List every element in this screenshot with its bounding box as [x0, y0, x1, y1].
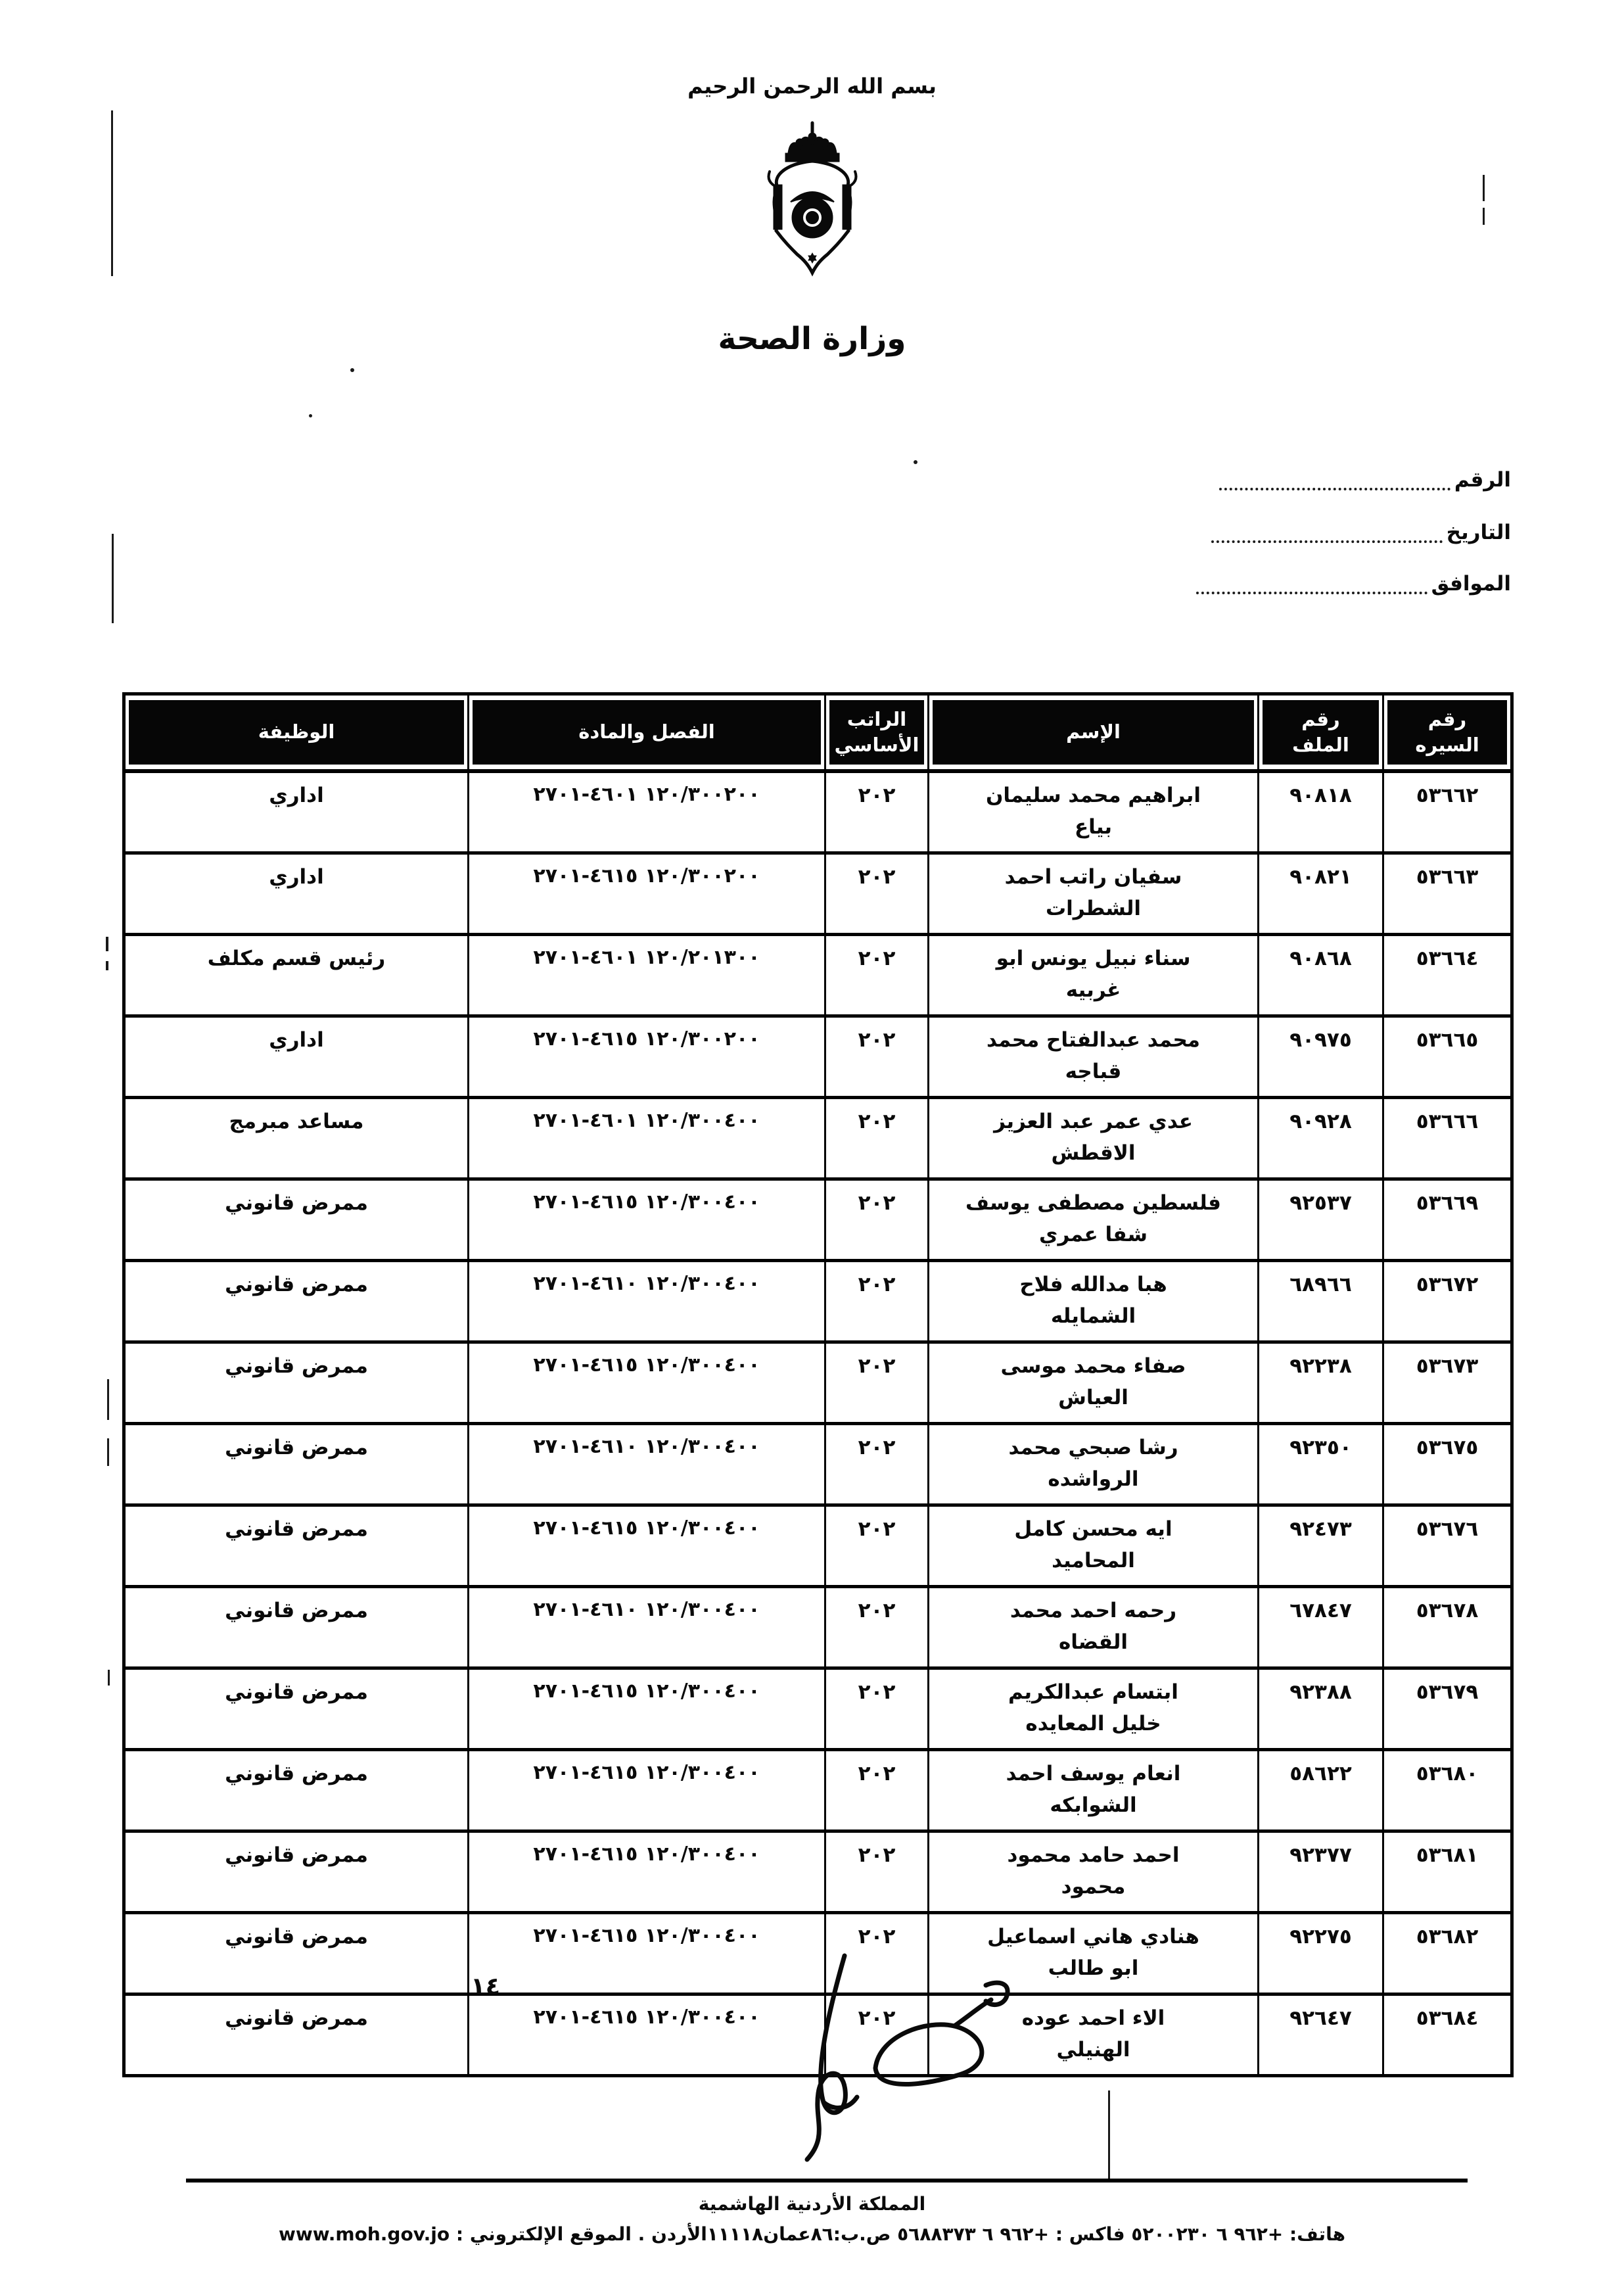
- cell-job-title: اداري: [124, 853, 469, 935]
- cell-employee-name: فلسطين مصطفى يوسف شفا عمري: [929, 1179, 1259, 1261]
- cell-serial-number: ٥٣٦٧٣: [1383, 1342, 1512, 1424]
- scan-artifact: [350, 368, 354, 372]
- cell-chapter-article: ١٢٠/٣٠٠٢٠٠ ٤٦١٥-٢٧٠١: [469, 853, 825, 935]
- field-date-blank: [1211, 521, 1443, 543]
- cell-basic-salary: ٢٠٢: [825, 1668, 929, 1750]
- cell-chapter-article: ١٢٠/٣٠٠٤٠٠ ٤٦١٥-٢٧٠١: [469, 1994, 825, 2076]
- cell-file-number: ٥٨٦٢٢: [1259, 1750, 1383, 1831]
- cell-basic-salary: ٢٠٢: [825, 1994, 929, 2076]
- cell-employee-name: الاء احمد عوده الهنيلي: [929, 1994, 1259, 2076]
- cell-employee-name: انعام يوسف احمد الشوابكه: [929, 1750, 1259, 1831]
- cell-chapter-article: ١٢٠/٣٠٠٤٠٠ ٤٦١٥-٢٧٠١: [469, 1342, 825, 1424]
- cell-serial-number: ٥٣٦٦٢: [1383, 771, 1512, 853]
- cell-chapter-article: ١٢٠/٣٠٠٤٠٠ ٤٦١٠-٢٧٠١: [469, 1587, 825, 1668]
- scan-artifact: [107, 1379, 109, 1420]
- cell-chapter-article: ١٢٠/٢٠١٣٠٠ ٤٦٠١-٢٧٠١: [469, 935, 825, 1016]
- cell-job-title: ممرض قانوني: [124, 1424, 469, 1505]
- field-number-label: الرقم: [1454, 468, 1511, 492]
- cell-employee-name: ابراهيم محمد سليمان بياع: [929, 771, 1259, 853]
- cell-employee-name: صفاء محمد موسى العياش: [929, 1342, 1259, 1424]
- cell-basic-salary: ٢٠٢: [825, 853, 929, 935]
- cell-serial-number: ٥٣٦٨٢: [1383, 1913, 1512, 1994]
- field-date-label: التاريخ: [1446, 521, 1511, 544]
- cell-job-title: ممرض قانوني: [124, 1913, 469, 1994]
- cell-chapter-article: ١٢٠/٣٠٠٢٠٠ ٤٦٠١-٢٧٠١: [469, 771, 825, 853]
- cell-basic-salary: ٢٠٢: [825, 1587, 929, 1668]
- footer-contact-info: هاتف: +٩٦٢ ٦ ٥٢٠٠٢٣٠ فاكس : +٩٦٢ ٦ ٥٦٨٨٣٧٣ ص.ب:٨٦عمان١١١١٨الأردن . الموقع الإلكتروني : www.moh.gov.jo: [278, 2223, 1345, 2245]
- column-header-name: الإسم: [929, 694, 1259, 772]
- ministry-of-health-logo-text: وزارة الصحة: [718, 321, 906, 357]
- cell-file-number: ٦٧٨٤٧: [1259, 1587, 1383, 1668]
- cell-file-number: ٩٢٣٧٧: [1259, 1831, 1383, 1913]
- column-header-chapter: الفصل والمادة: [469, 694, 825, 772]
- footer-kingdom-name: المملكة الأردنية الهاشمية: [698, 2193, 926, 2215]
- cell-basic-salary: ٢٠٢: [825, 1505, 929, 1587]
- cell-file-number: ٩٠٩٧٥: [1259, 1016, 1383, 1098]
- cell-file-number: ٩٠٨١٨: [1259, 771, 1383, 853]
- cell-employee-name: رشا صبحي محمد الرواشده: [929, 1424, 1259, 1505]
- scan-artifact: [1483, 208, 1485, 225]
- table-row: [124, 1750, 1512, 1831]
- table-header-row: [124, 694, 1512, 772]
- cell-chapter-article: ١٢٠/٣٠٠٢٠٠ ٤٦١٥-٢٧٠١: [469, 1016, 825, 1098]
- cell-file-number: ٩٢٢٣٨: [1259, 1342, 1383, 1424]
- cell-job-title: ممرض قانوني: [124, 1342, 469, 1424]
- table-row: [124, 1261, 1512, 1342]
- cell-serial-number: ٥٣٦٧٦: [1383, 1505, 1512, 1587]
- employee-roster-table: [122, 692, 1514, 2077]
- page-number: ١٤: [471, 1972, 501, 2000]
- field-number-blank: [1219, 468, 1450, 490]
- scan-artifact: [108, 1670, 110, 1686]
- cell-basic-salary: ٢٠٢: [825, 1261, 929, 1342]
- cell-chapter-article: ١٢٠/٣٠٠٤٠٠ ٤٦١٥-٢٧٠١: [469, 1831, 825, 1913]
- cell-basic-salary: ٢٠٢: [825, 1913, 929, 1994]
- field-number: [1219, 468, 1511, 490]
- cell-employee-name: عدي عمر عبد العزيز الاقطش: [929, 1098, 1259, 1179]
- bismillah-calligraphy: بسم الله الرحمن الرحيم: [687, 74, 937, 99]
- cell-file-number: ٩٢٣٨٨: [1259, 1668, 1383, 1750]
- scan-artifact: [309, 414, 312, 417]
- cell-employee-name: رحمه احمد محمد القضاه: [929, 1587, 1259, 1668]
- scan-artifact: [111, 110, 113, 276]
- table-row: [124, 1424, 1512, 1505]
- cell-basic-salary: ٢٠٢: [825, 1750, 929, 1831]
- field-date: [1211, 521, 1511, 543]
- cell-job-title: ممرض قانوني: [124, 1668, 469, 1750]
- scan-artifact: [1108, 2090, 1110, 2180]
- cell-serial-number: ٥٣٦٧٩: [1383, 1668, 1512, 1750]
- column-header-job: الوظيفة: [124, 694, 469, 772]
- cell-chapter-article: ١٢٠/٣٠٠٤٠٠ ٤٦١٥-٢٧٠١: [469, 1913, 825, 1994]
- cell-job-title: ممرض قانوني: [124, 1994, 469, 2076]
- cell-file-number: ٩٠٨٢١: [1259, 853, 1383, 935]
- cell-job-title: ممرض قانوني: [124, 1587, 469, 1668]
- cell-file-number: ٩٢٦٤٧: [1259, 1994, 1383, 2076]
- cell-serial-number: ٥٣٦٦٣: [1383, 853, 1512, 935]
- scan-artifact: [1483, 175, 1485, 201]
- cell-file-number: ٦٨٩٦٦: [1259, 1261, 1383, 1342]
- table-row: [124, 1342, 1512, 1424]
- cell-basic-salary: ٢٠٢: [825, 1098, 929, 1179]
- table-row: [124, 1179, 1512, 1261]
- cell-job-title: رئيس قسم مكلف: [124, 935, 469, 1016]
- cell-basic-salary: ٢٠٢: [825, 1424, 929, 1505]
- cell-serial-number: ٥٣٦٧٨: [1383, 1587, 1512, 1668]
- cell-employee-name: محمد عبدالفتاح محمد قباجه: [929, 1016, 1259, 1098]
- cell-job-title: اداري: [124, 771, 469, 853]
- cell-file-number: ٩٠٨٦٨: [1259, 935, 1383, 1016]
- cell-serial-number: ٥٣٦٦٩: [1383, 1179, 1512, 1261]
- cell-serial-number: ٥٣٦٨١: [1383, 1831, 1512, 1913]
- table-row: [124, 1098, 1512, 1179]
- cell-basic-salary: ٢٠٢: [825, 1342, 929, 1424]
- handwritten-signature: [710, 1939, 1025, 2163]
- cell-file-number: ٩٢٤٧٣: [1259, 1505, 1383, 1587]
- cell-file-number: ٩٢٥٣٧: [1259, 1179, 1383, 1261]
- coat-of-arms-emblem: [750, 116, 875, 287]
- cell-employee-name: هبا مدالله فلاح الشمايله: [929, 1261, 1259, 1342]
- cell-chapter-article: ١٢٠/٣٠٠٤٠٠ ٤٦١٥-٢٧٠١: [469, 1668, 825, 1750]
- scan-artifact: [914, 460, 917, 464]
- cell-serial-number: ٥٣٦٧٥: [1383, 1424, 1512, 1505]
- column-header-salary: الراتب الأساسي: [825, 694, 929, 772]
- scan-artifact: [106, 937, 108, 951]
- field-corresponding: [1196, 572, 1511, 594]
- cell-job-title: ممرض قانوني: [124, 1505, 469, 1587]
- cell-basic-salary: ٢٠٢: [825, 771, 929, 853]
- footer-rule: [186, 2179, 1468, 2183]
- column-header-serial: رقم السيره: [1383, 694, 1512, 772]
- cell-serial-number: ٥٣٦٨٠: [1383, 1750, 1512, 1831]
- cell-basic-salary: ٢٠٢: [825, 1179, 929, 1261]
- cell-employee-name: ابتسام عبدالكريم خليل المعايده: [929, 1668, 1259, 1750]
- cell-file-number: ٩٢٣٥٠: [1259, 1424, 1383, 1505]
- field-corresponding-label: الموافق: [1431, 572, 1511, 596]
- cell-job-title: اداري: [124, 1016, 469, 1098]
- table-row: [124, 1587, 1512, 1668]
- table-row: [124, 853, 1512, 935]
- table-row: [124, 1668, 1512, 1750]
- cell-employee-name: سناء نبيل يونس ابو غربيه: [929, 935, 1259, 1016]
- scan-artifact: [112, 534, 114, 623]
- cell-serial-number: ٥٣٦٦٦: [1383, 1098, 1512, 1179]
- cell-serial-number: ٥٣٦٨٤: [1383, 1994, 1512, 2076]
- cell-job-title: ممرض قانوني: [124, 1831, 469, 1913]
- cell-employee-name: ايه محسن كامل المحاميد: [929, 1505, 1259, 1587]
- cell-employee-name: سفيان راتب احمد الشطرات: [929, 853, 1259, 935]
- cell-chapter-article: ١٢٠/٣٠٠٤٠٠ ٤٦١٥-٢٧٠١: [469, 1750, 825, 1831]
- scan-artifact: [106, 961, 108, 970]
- scan-artifact: [107, 1438, 109, 1466]
- cell-job-title: ممرض قانوني: [124, 1750, 469, 1831]
- table-row: [124, 1831, 1512, 1913]
- cell-serial-number: ٥٣٦٦٥: [1383, 1016, 1512, 1098]
- cell-serial-number: ٥٣٦٦٤: [1383, 935, 1512, 1016]
- column-header-file: رقم الملف: [1259, 694, 1383, 772]
- table-row: [124, 771, 1512, 853]
- cell-chapter-article: ١٢٠/٣٠٠٤٠٠ ٤٦١٥-٢٧٠١: [469, 1505, 825, 1587]
- cell-chapter-article: ١٢٠/٣٠٠٤٠٠ ٤٦٠١-٢٧٠١: [469, 1098, 825, 1179]
- cell-chapter-article: ١٢٠/٣٠٠٤٠٠ ٤٦١٠-٢٧٠١: [469, 1424, 825, 1505]
- cell-chapter-article: ١٢٠/٣٠٠٤٠٠ ٤٦١٠-٢٧٠١: [469, 1261, 825, 1342]
- cell-chapter-article: ١٢٠/٣٠٠٤٠٠ ٤٦١٥-٢٧٠١: [469, 1179, 825, 1261]
- table-row: [124, 935, 1512, 1016]
- cell-job-title: ممرض قانوني: [124, 1261, 469, 1342]
- field-corresponding-blank: [1196, 572, 1427, 594]
- table-row: [124, 1505, 1512, 1587]
- cell-basic-salary: ٢٠٢: [825, 1831, 929, 1913]
- table-row: [124, 1016, 1512, 1098]
- cell-employee-name: احمد حامد محمود محمود: [929, 1831, 1259, 1913]
- cell-job-title: ممرض قانوني: [124, 1179, 469, 1261]
- cell-job-title: مساعد مبرمج: [124, 1098, 469, 1179]
- cell-basic-salary: ٢٠٢: [825, 935, 929, 1016]
- cell-employee-name: هنادي هاني اسماعيل ابو طالب: [929, 1913, 1259, 1994]
- cell-file-number: ٩٠٩٢٨: [1259, 1098, 1383, 1179]
- cell-serial-number: ٥٣٦٧٢: [1383, 1261, 1512, 1342]
- cell-file-number: ٩٢٢٧٥: [1259, 1913, 1383, 1994]
- cell-basic-salary: ٢٠٢: [825, 1016, 929, 1098]
